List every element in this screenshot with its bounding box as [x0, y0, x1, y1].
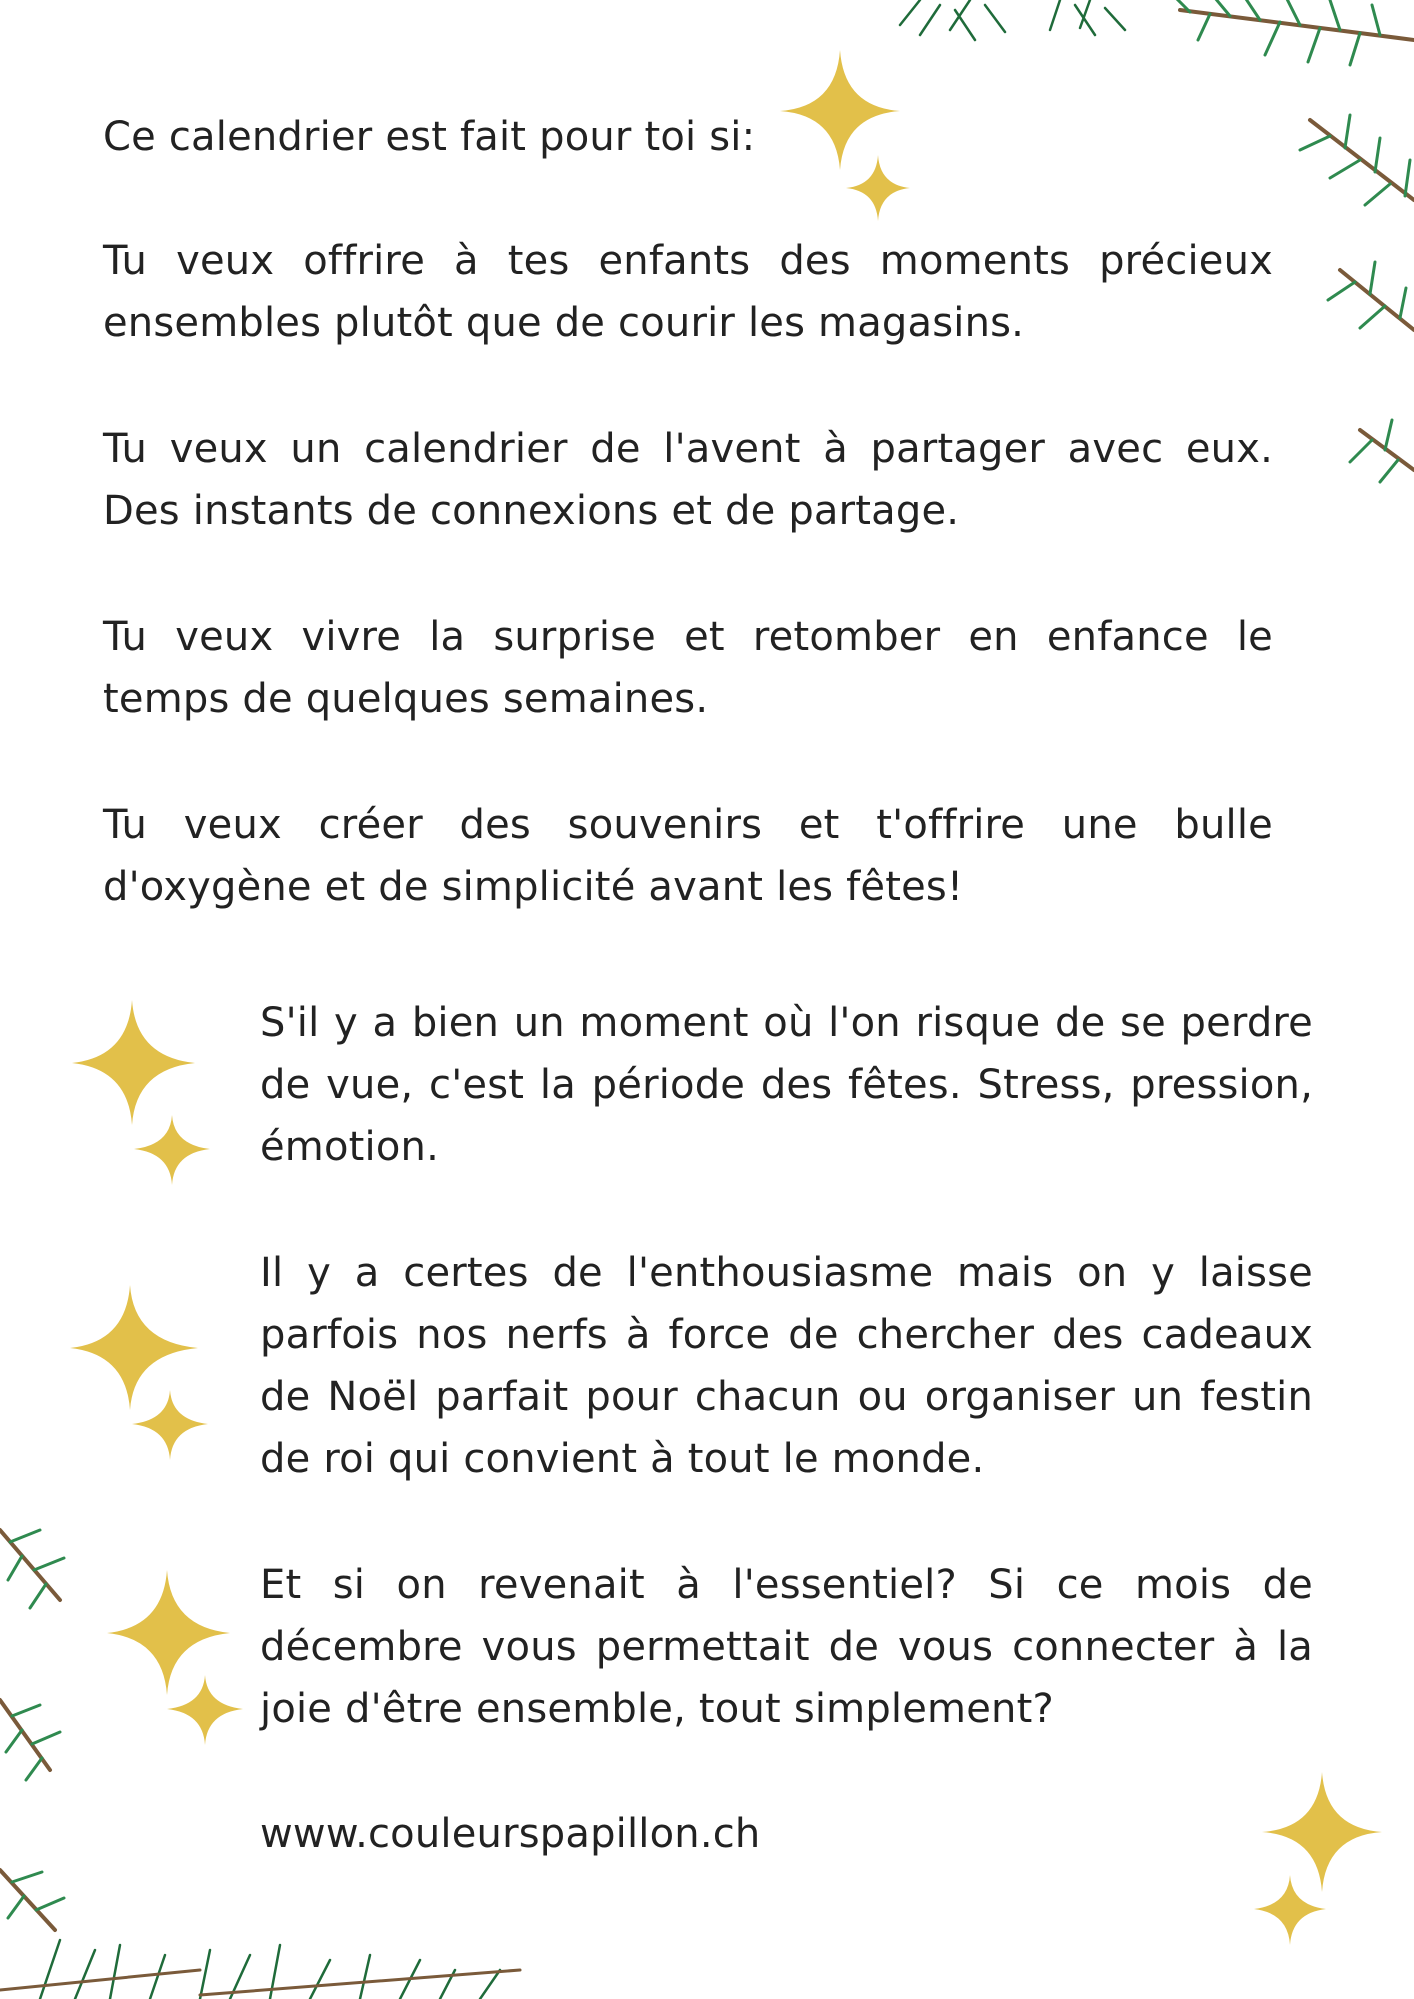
- paragraph-surprise: Tu veux vivre la surprise et retomber en enfance le temps de quelques semaines.: [103, 614, 1273, 722]
- sparkle-left-3-icon: [105, 1565, 265, 1775]
- sparkle-bottom-right-icon: [1260, 1770, 1410, 1980]
- sparkle-left-1-icon: [70, 995, 230, 1205]
- sparkle-left-2-icon: [68, 1280, 228, 1490]
- paragraph-calendrier: Tu veux un calendrier de l'avent à partager avec eux. Des instants de connexions et de partage.: [103, 426, 1273, 534]
- paragraph-fetes: S'il y a bien un moment où l'on risque de se perdre de vue, c'est la période des fêtes. Stress, pression, émotion.: [260, 1000, 1313, 1170]
- paragraph-enthousiasme: Il y a certes de l'enthousiasme mais on y laisse parfois nos nerfs à force de chercher des cadeaux de Noël parfait pour chacun ou organiser un festin de roi qui convient à tout le monde.: [260, 1250, 1313, 1482]
- website-link[interactable]: www.couleurspapillon.ch: [260, 1811, 761, 1857]
- paragraph-souvenirs: Tu veux créer des souvenirs et t'offrire une bulle d'oxygène et de simplicité avant les fêtes!: [103, 802, 1273, 910]
- paragraph-enfants: Tu veux offrire à tes enfants des moments précieux ensembles plutôt que de courir les magasins.: [103, 238, 1273, 346]
- intro-heading: Ce calendrier est fait pour toi si:: [103, 114, 756, 160]
- paragraph-essentiel: Et si on revenait à l'essentiel? Si ce mois de décembre vous permettait de vous connecter à la joie d'être ensemble, tout simplement?: [260, 1562, 1313, 1732]
